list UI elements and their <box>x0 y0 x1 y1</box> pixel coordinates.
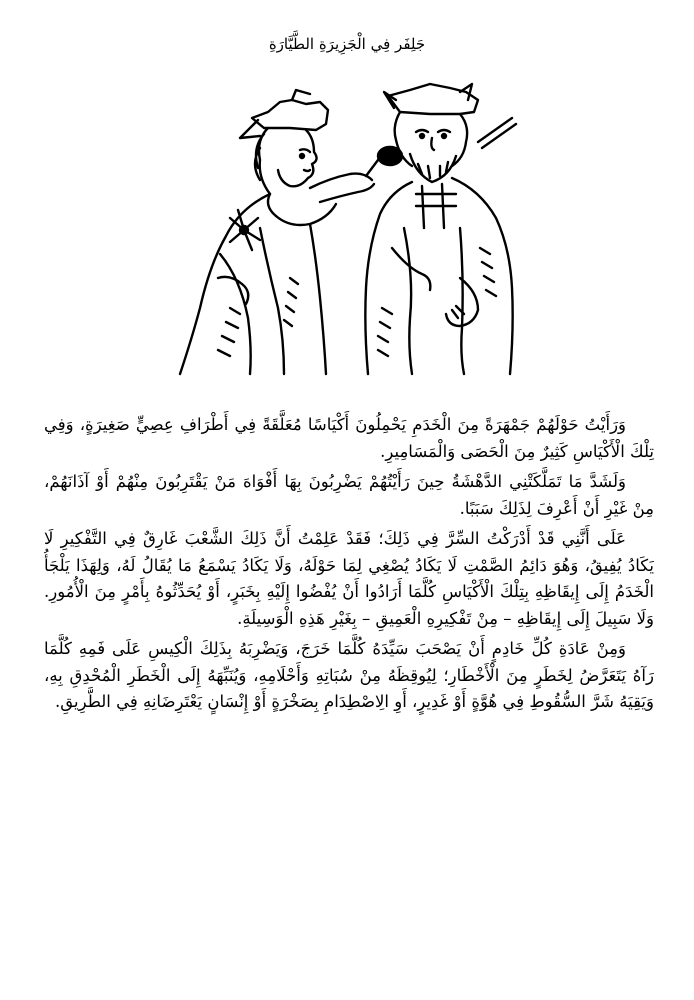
paragraph-1: وَرَأَيْتُ حَوْلَهُمْ جَمْهَرَةً مِنَ الْخَدَمِ يَحْمِلُونَ أَكْيَاسًا مُعَلَّقَةً فِي أَطْرَافِ عِصِيٍّ صَغِيرَةٍ، وَفِي تِلْكَ الْأَكْيَاسِ كَثِيرٌ مِنَ الْحَصَى وَالْمَسَامِيرِ. <box>44 415 654 461</box>
two-men-with-rattle-bladder-drawing <box>160 78 540 376</box>
running-header: جَلِفَر فِي الْجَزِيرَةِ الطَّيَّارَةِ <box>268 35 426 53</box>
body-text <box>44 412 654 720</box>
paragraph-2: وَلَشَدَّ مَا تَمَلَّكَتْنِي الدَّهْشَةُ حِينَ رَأَيْتُهُمْ يَضْرِبُونَ بِهَا أَفْوَاهَ مَنْ يَقْتَرِبُونَ مِنْهُمْ أَوْ آذَانَهُمْ، مِنْ غَيْرِ أَنْ أَعْرِفَ لِذَلِكَ سَبَبًا. <box>44 472 654 518</box>
paragraph-3: عَلَى أَنَّنِي قَدْ أَدْرَكْتُ السِّرَّ فِي ذَلِكَ؛ فَقَدْ عَلِمْتُ أَنَّ ذَلِكَ الشَّعْبَ غَارِقٌ فِي التَّفْكِيرِ لَا يَكَادُ يُفِيقُ، وَهُوَ دَائِمُ الصَّمْتِ لَا يَكَادُ يُصْغِي لِمَا حَوْلَهُ، وَلَا يَكَادُ يَسْمَعُ مَا يُقَالُ لَهُ، وَلِهَذَا يَلْجَأُ الْخَدَمُ إِلَى إِيقَاظِهِ بِتِلْكَ الْأَكْيَاسِ كُلَّمَا أَرَادُوا أَنْ يُفْضُوا إِلَيْهِ بِخَبَرٍ، أَوْ يُحَدِّثُوهُ بِأَمْرٍ مِنَ الْأُمُورِ. وَلَا سَبِيلَ إِلَى إِيقَاظِهِ – مِنْ تَفْكِيرِهِ الْعَمِيقِ – بِغَيْرِ هَذِهِ الْوَسِيلَةِ. <box>44 529 654 628</box>
paragraph-4: وَمِنْ عَادَةِ كُلِّ خَادِمٍ أَنْ يَصْحَبَ سَيِّدَهُ كُلَّمَا خَرَجَ، وَيَضْرِبَهُ بِذَلِكَ الْكِيسِ عَلَى فَمِهِ كُلَّمَا رَآهُ يَتَعَرَّضُ لِخَطَرٍ مِنَ الْأَخْطَارِ؛ لِيُوقِظَهُ مِنْ سُبَاتِهِ وَأَحْلَامِهِ، وَيُنَبِّهَهُ إِلَى الْخَطَرِ الْمُحْدِقِ بِهِ، وَيَقِيَهُ شَرَّ السُّقُوطِ فِي هُوَّةٍ أَوْ غَدِيرٍ، أَوِ الِاصْطِدَامِ بِصَخْرَةٍ أَوْ إِنْسَانٍ يَعْتَرِضَانِهِ فِي الطَّرِيقِ. <box>44 639 654 711</box>
